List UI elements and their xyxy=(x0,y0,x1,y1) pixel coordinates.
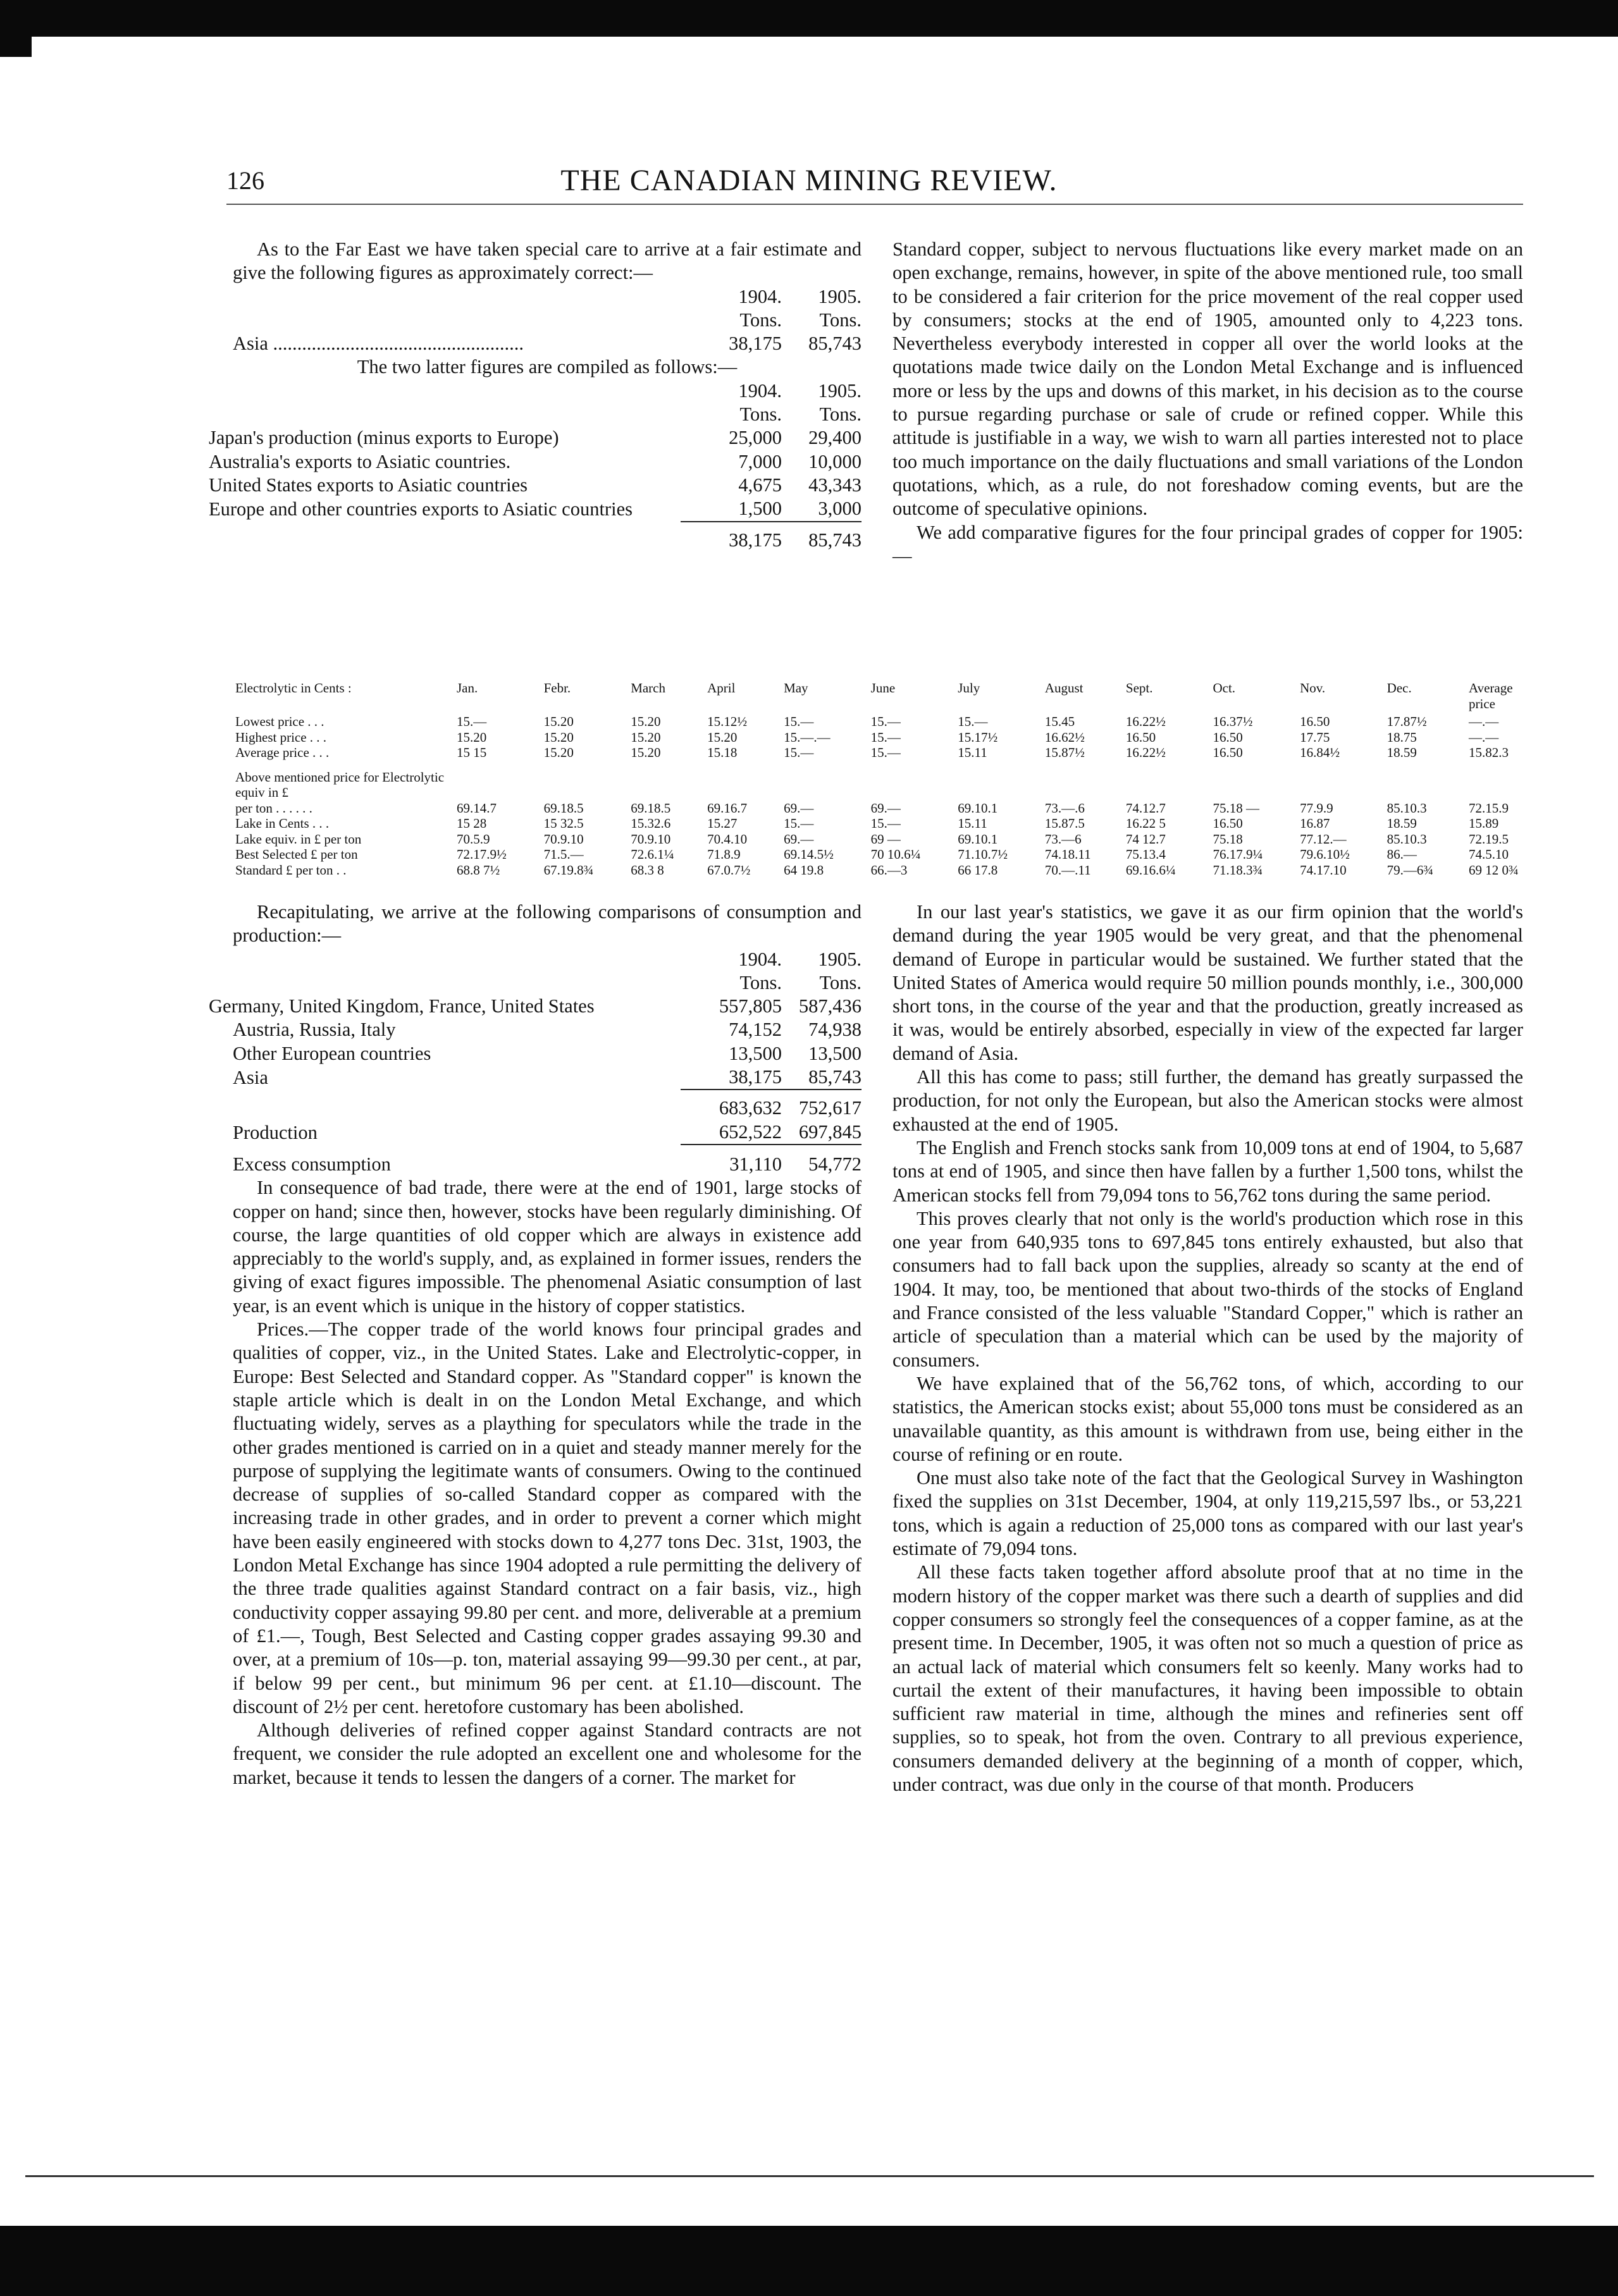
price-cell: 72.19.5 xyxy=(1469,831,1509,847)
price-cell: 70.9.10 xyxy=(543,831,584,847)
price-row xyxy=(233,816,1523,832)
price-cell: 69.16.7 xyxy=(707,800,748,816)
price-cell: 70.4.10 xyxy=(707,831,748,847)
production-row xyxy=(233,1120,861,1145)
price-cell: 79.—6¾ xyxy=(1386,862,1434,878)
price-row xyxy=(233,832,1523,847)
paragraph: In our last year's statistics, we gave it as our firm opinion that the world's demand during the year 1905 would be very great, and that the phenomenal demand of Europe in particular would be sustained. We further stated that the United States of America would require 50 million pounds monthly, i.e., 300,000 short tons, in the course of the year and that the production, greatly increased as it was, would be entirely absorbed, especially in view of the expected far larger demand of Asia. xyxy=(892,901,1523,1064)
price-cell: 15.18 xyxy=(707,745,738,760)
paragraph: One must also take note of the fact that the Geological Survey in Washington fixed the supplies on 31st December, 1904, at only 119,215,597 lbs., or 53,221 tons, which is again a reduction of 25,000 tons as compared with our last year's estimate of 79,094 tons. xyxy=(892,1467,1523,1560)
price-cell: 71.5.— xyxy=(543,847,584,862)
far-east-intro: As to the Far East we have taken special care to arrive at a fair estimate and give the following figures as approximately correct:— xyxy=(233,238,861,284)
price-row xyxy=(233,847,1523,863)
far-east-breakdown-table xyxy=(209,379,861,552)
row-1905: 74,938 xyxy=(808,1019,861,1041)
table-row xyxy=(233,1018,861,1041)
paragraph: Although deliveries of refined copper against Standard contracts are not frequent, we consider the rule adopted an excellent one and wholesome for the market, because it tends to lessen the dangers of a corner. The market for xyxy=(233,1719,861,1788)
price-cell: 67.19.8¾ xyxy=(543,862,594,878)
price-cell: 15.20 xyxy=(543,729,574,745)
price-row xyxy=(233,730,1523,746)
price-row-label: Standard £ per ton . . xyxy=(235,862,347,878)
recap-unit-1905: Tons. xyxy=(819,971,861,993)
asia-row xyxy=(233,332,861,355)
price-cell: 15.— xyxy=(784,745,814,760)
standard-copper-section xyxy=(892,238,1523,568)
month-header: Average price xyxy=(1469,680,1513,711)
price-cell: 15.17½ xyxy=(958,729,998,745)
price-cell: 69.— xyxy=(784,800,814,816)
paragraph: This proves clearly that not only is the world's production which rose in this one year from 640,935 tons to 697,845 tons entirely exhausted, but also that consumers had to fall back upon the supplies, already so scanty at the end of 1904. It may, too, be mentioned that about two-thirds of the stocks of England and France consisted of the less valuable "Standard Copper," which is rather an article of speculation than a material which can be used by the majority of consumers. xyxy=(892,1207,1523,1371)
price-cell: 77.9.9 xyxy=(1300,800,1333,816)
price-cell: 16.84½ xyxy=(1300,745,1340,760)
demand-section xyxy=(892,900,1523,1796)
price-cell: 66 17.8 xyxy=(958,862,998,878)
page-number: 126 xyxy=(226,166,264,195)
row-label: Asia xyxy=(233,1067,268,1089)
year-1905: 1905. xyxy=(818,285,861,307)
price-row-label: Average price . . . xyxy=(235,745,330,760)
price-cell: 71.18.3¾ xyxy=(1213,862,1263,878)
running-title: THE CANADIAN MINING REVIEW. xyxy=(560,164,1058,197)
month-header: Jan. xyxy=(457,680,478,696)
price-cell: 15.20 xyxy=(543,714,574,729)
production-1904: 652,522 xyxy=(719,1120,782,1143)
row-1905: 587,436 xyxy=(798,995,861,1017)
pounds-rows xyxy=(233,801,1523,878)
price-cell: 71.8.9 xyxy=(707,847,741,862)
price-cell: 79.6.10½ xyxy=(1300,847,1350,862)
price-cell: 67.0.7½ xyxy=(707,862,751,878)
price-cell: 85.10.3 xyxy=(1386,800,1427,816)
price-cell: 15.20 xyxy=(631,729,661,745)
price-cell: 68.3 8 xyxy=(631,862,664,878)
row-label: Europe and other countries exports to Asiatic countries xyxy=(209,498,633,520)
price-cell: 15.20 xyxy=(631,714,661,729)
price-cell: 15.87.5 xyxy=(1044,816,1085,831)
paragraph: All this has come to pass; still further, the demand has greatly surpassed the production, for not only the European, but also the American stocks were almost exhausted at the end of 1905. xyxy=(892,1066,1523,1135)
total-1905: 85,743 xyxy=(782,522,861,552)
asia-label: Asia xyxy=(233,333,268,355)
price-cell: 74.12.7 xyxy=(1125,800,1166,816)
standard-copper-paragraph: Standard copper, subject to nervous fluctuations like every market made on an open exchange, remains, however, in spite of the above mentioned rule, too small to be considered a fair criterion for the price movement of the real copper used by consumers; stocks at the end of 1905, amounted only to 4,223 tons. Nevertheless everybody interested in copper all over the world looks at the quotations made twice daily on the London Metal Exchange and is influenced more or less by the ups and downs of this market, in his decision as to the course to pursue regarding purchase or sale of crude or refined copper. While this attitude is justifiable in a way, we wish to warn all parties interested not to place too much importance on the daily fluctuations and small variations of the London quotations, which, as a rule, do not foreshadow coming events, but are the outcome of speculative opinions. xyxy=(892,238,1523,520)
price-cell: 64 19.8 xyxy=(784,862,824,878)
row-label: United States exports to Asiatic countries xyxy=(209,474,528,496)
price-row xyxy=(233,714,1523,730)
price-cell: 15 32.5 xyxy=(543,816,584,831)
price-cell: 69 — xyxy=(870,831,901,847)
price-cell: 70.—.11 xyxy=(1044,862,1091,878)
excess-1904: 31,110 xyxy=(681,1145,782,1176)
price-cell: 15.89 xyxy=(1469,816,1499,831)
asia-table-years xyxy=(233,285,861,309)
price-cell: 18.75 xyxy=(1386,729,1417,745)
price-row-label: Lake in Cents . . . xyxy=(235,816,330,831)
recap-table xyxy=(209,948,861,1177)
month-header: Febr. xyxy=(543,680,571,696)
price-cell: —.— xyxy=(1469,714,1499,729)
row-1905: 85,743 xyxy=(808,1066,861,1088)
price-row-label: per ton . . . . . . xyxy=(235,800,312,816)
price-cell: 15 28 xyxy=(457,816,487,831)
month-header: May xyxy=(784,680,808,696)
asia-table xyxy=(233,285,861,356)
month-header: Nov. xyxy=(1300,680,1326,696)
price-cell: 15.— xyxy=(870,816,901,831)
row-label: Other European countries xyxy=(233,1042,431,1064)
price-cell: 15 15 xyxy=(457,745,487,760)
price-cell: 15.87½ xyxy=(1044,745,1085,760)
price-cell: 15.20 xyxy=(707,729,738,745)
price-cell: 72.17.9½ xyxy=(457,847,507,862)
price-cell: 74.17.10 xyxy=(1300,862,1347,878)
price-cell: 15.— xyxy=(784,816,814,831)
row-1905: 43,343 xyxy=(808,474,861,496)
price-cell: 15.—.— xyxy=(784,729,831,745)
price-row-label: Lowest price . . . xyxy=(235,714,324,729)
price-row-label: Best Selected £ per ton xyxy=(235,847,358,862)
excess-label: Excess consumption xyxy=(233,1153,391,1175)
price-cell: 15.— xyxy=(784,714,814,729)
price-cell: 76.17.9¼ xyxy=(1213,847,1263,862)
table-row xyxy=(233,426,861,450)
price-cell: 73.—6 xyxy=(1044,831,1082,847)
price-cell: 17.87½ xyxy=(1386,714,1427,729)
price-cell: 15.45 xyxy=(1044,714,1075,729)
paragraph: All these facts taken together afford absolute proof that at no time in the modern history of the copper market was there such a dearth of supplies and did copper consumers so strongly feel the consequences of a copper famine, as at the present time. In December, 1905, it was often not so much a question of price as an actual lack of material which consumers felt so keenly. Many works had to curtail the extent of their manufactures, it having been impossible to obtain sufficient raw material in time, although the mines and refineries sent off supplies, so to speak, hot from the oven. Contrary to all previous experience, consumers demanded delivery at the beginning of a month of copper, which, under contract, was due only in the course of that month. Producers xyxy=(892,1561,1523,1795)
price-cell: 71.10.7½ xyxy=(958,847,1008,862)
subtotal-row xyxy=(233,1090,861,1120)
breakdown-unit-1905: Tons. xyxy=(819,403,861,426)
row-1904: 557,805 xyxy=(719,995,782,1017)
table-row xyxy=(233,474,861,497)
recap-intro: Recapitulating, we arrive at the following comparisons of consumption and production:— xyxy=(233,901,861,947)
price-cell: 15.11 xyxy=(958,816,987,831)
row-label: Japan's production (minus exports to Europe) xyxy=(209,427,559,449)
price-cell: 16.50 xyxy=(1300,714,1330,729)
price-cell: 16.62½ xyxy=(1044,729,1085,745)
month-header: July xyxy=(958,680,980,696)
price-cell: 15.20 xyxy=(543,745,574,760)
price-cell: 16.50 xyxy=(1213,745,1243,760)
price-cell: 17.75 xyxy=(1300,729,1330,745)
production-1905: 697,845 xyxy=(798,1120,861,1143)
excess-1905: 54,772 xyxy=(782,1145,861,1176)
month-header: Dec. xyxy=(1386,680,1412,696)
price-table xyxy=(233,680,1523,878)
table-row xyxy=(233,1065,861,1090)
electrolytic-label: Electrolytic in Cents : xyxy=(235,680,352,696)
row-label: Germany, United Kingdom, France, United States xyxy=(209,995,595,1017)
recap-section xyxy=(209,900,861,1790)
price-cell: 15.11 xyxy=(958,745,987,760)
price-cell: 16.50 xyxy=(1125,729,1156,745)
price-cell: 69.18.5 xyxy=(543,800,584,816)
price-cell: 69.— xyxy=(870,800,901,816)
breakdown-unit-1904: Tons. xyxy=(739,403,782,426)
price-cell: 70 10.6¼ xyxy=(870,847,921,862)
price-row xyxy=(233,863,1523,878)
subtotal-1905: 752,617 xyxy=(782,1090,861,1120)
price-row-label: Highest price . . . xyxy=(235,729,327,745)
row-1905: 29,400 xyxy=(808,427,861,449)
compiled-note: The two latter figures are compiled as follows:— xyxy=(357,356,738,378)
table-row xyxy=(233,497,861,521)
row-1905: 10,000 xyxy=(808,450,861,472)
recap-year-1905: 1905. xyxy=(818,948,861,970)
price-row xyxy=(233,745,1523,761)
table-row xyxy=(233,995,861,1018)
scan-top-border xyxy=(0,0,1618,37)
month-header: Oct. xyxy=(1213,680,1236,696)
price-cell: 16.87 xyxy=(1300,816,1330,831)
month-header: March xyxy=(631,680,665,696)
price-cell: 74.18.11 xyxy=(1044,847,1091,862)
row-1904: 25,000 xyxy=(729,427,782,449)
price-row-label: Lake equiv. in £ per ton xyxy=(235,831,362,847)
price-cell: 74 12.7 xyxy=(1125,831,1166,847)
price-cell: 69.— xyxy=(784,831,814,847)
total-row xyxy=(233,522,861,552)
price-cell: 75.18 — xyxy=(1213,800,1259,816)
price-cell: 70.9.10 xyxy=(631,831,671,847)
price-cell: 15.12½ xyxy=(707,714,748,729)
price-cell: 15.82.3 xyxy=(1469,745,1509,760)
paragraph: The English and French stocks sank from 10,009 tons at end of 1904, to 5,687 tons at end of 1905, and since then have fallen by a further 1,500 tons, whilst the American stocks fell from 79,094 tons to 56,762 tons during the same period. xyxy=(892,1136,1523,1206)
price-cell: 15.— xyxy=(870,714,901,729)
above-note: Above mentioned price for Electrolytic equiv in £ xyxy=(235,769,445,800)
price-cell: —.— xyxy=(1469,729,1499,745)
price-cell: 16.22½ xyxy=(1125,714,1166,729)
price-cell: 73.—.6 xyxy=(1044,800,1085,816)
price-cell: 16.50 xyxy=(1213,816,1243,831)
price-cell: 75.18 xyxy=(1213,831,1243,847)
cents-rows xyxy=(233,714,1523,761)
asia-table-units xyxy=(233,309,861,332)
price-cell: 18.59 xyxy=(1386,816,1417,831)
header-rule xyxy=(226,204,1523,205)
table-row xyxy=(233,450,861,474)
excess-row xyxy=(233,1145,861,1176)
price-cell: 18.59 xyxy=(1386,745,1417,760)
price-cell: 70.5.9 xyxy=(457,831,490,847)
price-cell: 16.50 xyxy=(1213,729,1243,745)
above-note-row xyxy=(233,770,1523,801)
price-table-header xyxy=(233,680,1523,714)
scan-bottom-rule xyxy=(25,2175,1594,2177)
table-row xyxy=(233,1042,861,1065)
price-cell: 15.20 xyxy=(631,745,661,760)
paragraph: We have explained that of the 56,762 tons, of which, according to our statistics, the American stocks exist; about 55,000 tons must be considered as an unavailable quantity, as this amount is withdrawn from use, being either in the course of refining or en route. xyxy=(892,1372,1523,1465)
unit-1904: Tons. xyxy=(739,309,782,331)
price-cell: 69.14.5½ xyxy=(784,847,834,862)
price-cell: 74.5.10 xyxy=(1469,847,1509,862)
price-cell: 66.—3 xyxy=(870,862,908,878)
price-cell: 15.20 xyxy=(457,729,487,745)
price-cell: 69.10.1 xyxy=(958,800,998,816)
price-cell: 75.13.4 xyxy=(1125,847,1166,862)
price-cell: 15.— xyxy=(870,745,901,760)
row-label: Austria, Russia, Italy xyxy=(233,1019,396,1041)
price-cell: 15.— xyxy=(958,714,988,729)
recap-unit-1904: Tons. xyxy=(739,971,782,993)
asia-1904: 38,175 xyxy=(729,333,782,355)
price-cell: 69.10.1 xyxy=(958,831,998,847)
breakdown-year-1905: 1905. xyxy=(818,379,861,402)
price-cell: 86.— xyxy=(1386,847,1417,862)
asia-1905: 85,743 xyxy=(808,333,861,355)
unit-1905: Tons. xyxy=(819,309,861,331)
price-cell: 69.18.5 xyxy=(631,800,671,816)
row-1905: 13,500 xyxy=(808,1042,861,1064)
row-1904: 13,500 xyxy=(729,1042,782,1064)
price-cell: 69.14.7 xyxy=(457,800,497,816)
price-cell: 72.15.9 xyxy=(1469,800,1509,816)
row-1904: 74,152 xyxy=(729,1019,782,1041)
price-cell: 85.10.3 xyxy=(1386,831,1427,847)
month-header: August xyxy=(1044,680,1084,696)
month-header: Sept. xyxy=(1125,680,1153,696)
price-cell: 15.27 xyxy=(707,816,738,831)
breakdown-year-1904: 1904. xyxy=(738,379,782,402)
row-1904: 4,675 xyxy=(738,474,782,496)
month-header: June xyxy=(870,680,896,696)
row-1904: 7,000 xyxy=(738,450,782,472)
price-cell: 69.16.6¼ xyxy=(1125,862,1176,878)
comparative-figures-paragraph: We add comparative figures for the four principal grades of copper for 1905:— xyxy=(892,521,1523,567)
year-1904: 1904. xyxy=(738,285,782,307)
month-header: April xyxy=(707,680,736,696)
production-label: Production xyxy=(233,1121,318,1143)
scan-corner-mark xyxy=(0,0,32,57)
subtotal-1904: 683,632 xyxy=(681,1090,782,1120)
paragraph: In consequence of bad trade, there were at the end of 1901, large stocks of copper on hand; since then, however, stocks have been regularly diminishing. Of course, the large quantities of old copper which are always in existence add appreciably to the world's supply, and, as explained in former issues, renders the giving of exact figures impossible. The phenomenal Asiatic consumption of last year, is an event which is unique in the history of copper statistics. xyxy=(233,1177,861,1317)
paragraph: Prices.—The copper trade of the world knows four principal grades and qualities of copper, viz., in the United States. Lake and Electrolytic-copper, in Europe: Best Selected and Standard copper. As "Standard copper" is known the staple article which is dealt in on the London Metal Exchange, and which fluctuating widely, serves as a plaything for speculators while the trade in the other grades mentioned is carried on in a quiet and steady manner merely for the purpose of supplying the legitimate wants of consumers. Owing to the continued decrease of supplies of so-called Standard copper as compared with the increasing trade in other grades, and in order to prevent a corner which might have been easily engineered with stocks down to 4,277 tons Dec. 31st, 1903, the London Metal Exchange has since 1904 adopted a rule permitting the delivery of the three trade qualities against Standard contract on a fair basis, viz., high conductivity copper assaying 99.80 per cent. and more, deliverable at a premium of £1.—, Tough, Best Selected and Casting copper grades assaying 99.30 and over, at a premium of 10s—p. ton, material assaying 99—99.30 per cent., at par, if below 99 per cent., but minimum 96 per cent. at £1.10—discount. The discount of 2½ per cent. heretofore customary has been abolished. xyxy=(233,1318,861,1717)
price-cell: 15.— xyxy=(457,714,487,729)
row-label: Australia's exports to Asiatic countries. xyxy=(209,450,511,472)
price-cell: 68.8 7½ xyxy=(457,862,500,878)
price-cell: 15.— xyxy=(870,729,901,745)
price-cell: 15.32.6 xyxy=(631,816,671,831)
price-cell: 69 12 0¾ xyxy=(1469,862,1519,878)
scan-bottom-border xyxy=(0,2226,1618,2296)
price-cell: 77.12.— xyxy=(1300,831,1347,847)
recap-year-1904: 1904. xyxy=(738,948,782,970)
price-cell: 16.22½ xyxy=(1125,745,1166,760)
row-1905: 3,000 xyxy=(818,498,861,520)
price-cell: 72.6.1¼ xyxy=(631,847,674,862)
row-1904: 38,175 xyxy=(729,1066,782,1088)
far-east-section xyxy=(209,238,861,552)
price-cell: 16.22 5 xyxy=(1125,816,1166,831)
price-row xyxy=(233,801,1523,816)
row-1904: 1,500 xyxy=(738,498,782,520)
price-cell: 16.37½ xyxy=(1213,714,1253,729)
total-1904: 38,175 xyxy=(681,522,782,552)
